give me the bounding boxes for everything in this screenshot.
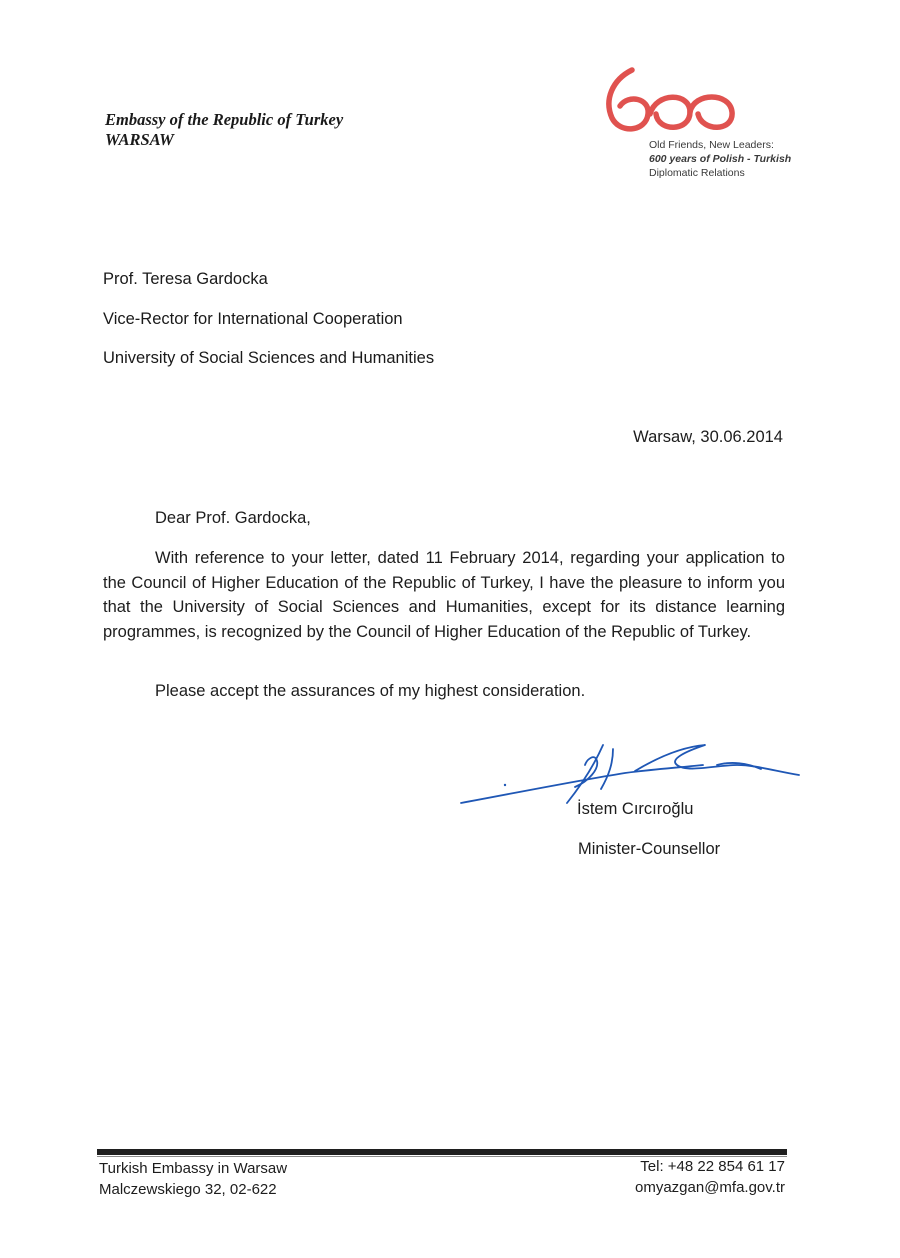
salutation: Dear Prof. Gardocka,	[155, 509, 311, 527]
footer-street-address: Malczewskiego 32, 02-622	[99, 1181, 277, 1198]
recipient-title: Vice-Rector for International Cooperation	[103, 310, 403, 328]
body-paragraph: With reference to your letter, dated 11 February 2014, regarding your application to the Council of Higher Education of the Republic of Turkey, I have the pleasure to inform you that the University of Social Sciences and Humanities, except for its distance learning programmes, is recognized by the Council of Higher Education of the Republic of Turkey.	[103, 549, 785, 641]
recipient-name: Prof. Teresa Gardocka	[103, 270, 268, 288]
footer-embassy-name: Turkish Embassy in Warsaw	[99, 1160, 288, 1177]
signer-title: Minister-Counsellor	[578, 840, 721, 858]
closing-line: Please accept the assurances of my highest consideration.	[155, 682, 586, 700]
footer-phone: Tel: +48 22 854 61 17	[640, 1158, 785, 1175]
signer-name: İstem Cırcıroğlu	[577, 800, 694, 818]
600-logo-graphic	[598, 62, 798, 142]
600-years-logo	[598, 62, 798, 192]
footer-contact	[635, 1156, 785, 1198]
logo-caption-line1: Old Friends, New Leaders:	[649, 139, 774, 151]
signature-graphic	[455, 735, 805, 810]
embassy-city: WARSAW	[105, 130, 174, 149]
footer-address	[99, 1158, 287, 1200]
logo-caption	[649, 138, 791, 180]
footer-email: omyazgan@mfa.gov.tr	[634, 1179, 785, 1196]
logo-caption-line2: 600 years of Polish - Turkish	[649, 153, 792, 165]
logo-caption-line3: Diplomatic Relations	[649, 167, 745, 179]
recipient-institution: University of Social Sciences and Humanities	[103, 349, 435, 367]
letter-body	[103, 546, 785, 644]
embassy-header	[105, 110, 343, 150]
handwritten-signature	[455, 735, 805, 810]
letter-date: Warsaw, 30.06.2014	[633, 428, 783, 446]
footer-divider	[97, 1149, 787, 1155]
embassy-name: Embassy of the Republic of Turkey	[105, 110, 344, 129]
